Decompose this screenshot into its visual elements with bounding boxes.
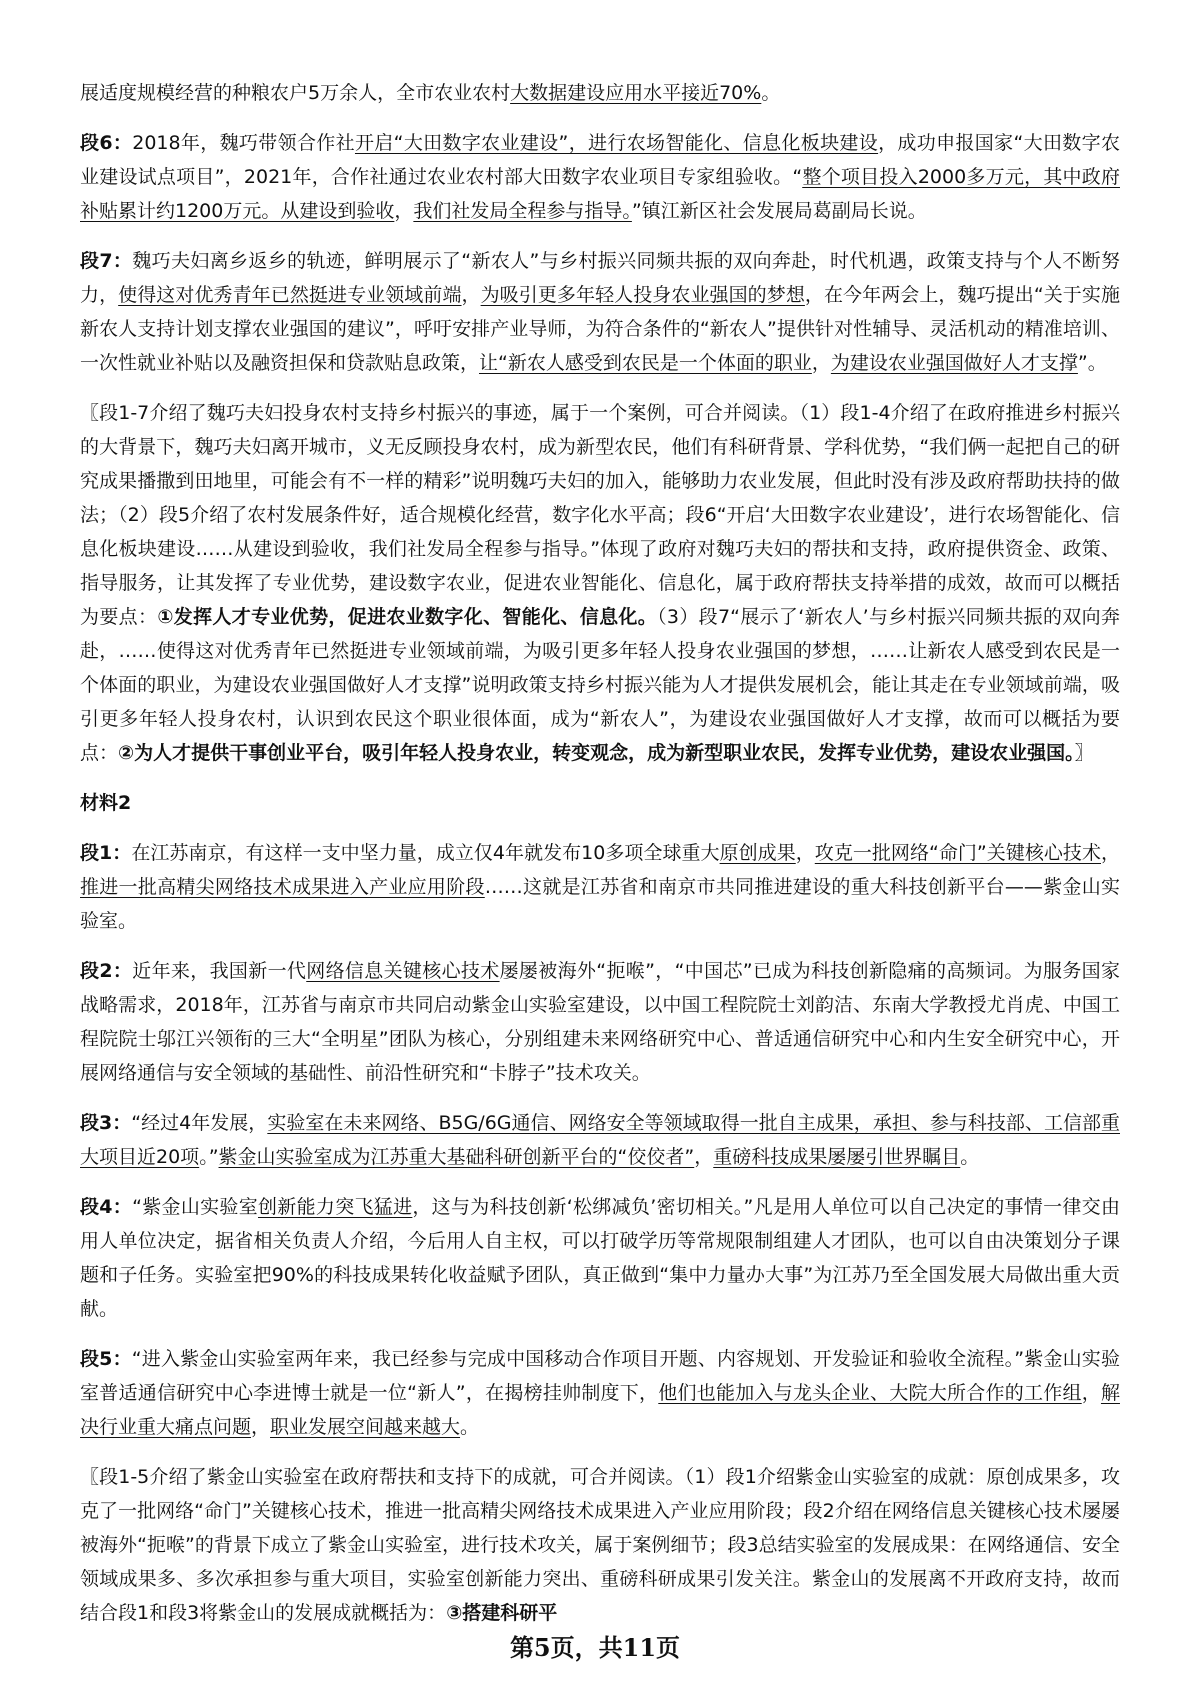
text: 在江苏南京，有这样一支中坚力量，成立仅4年就发布10多项全球重大: [131, 842, 720, 864]
text: “经过4年发展，: [131, 1112, 268, 1134]
key-point: ②为人才提供干事创业平台，吸引年轻人投身农业，转变观念，成为新型职业农民，发挥专业优势，建设农业强国。: [118, 742, 1075, 764]
text: “进入紫金山实验室两年来，我已经参与完成中国移动合作项目开题、内容规划、开发验证和验收全流程。”紫金山实验室普适通信研究中心李进博士就是一位“新人”，在揭榜挂帅制度下，: [80, 1348, 1120, 1404]
text: ，: [1081, 1382, 1101, 1404]
paragraph-continuation: [80, 76, 1120, 110]
text: （3）段7“展示了‘新农人’与乡村振兴同频共振的双向奔赴，……使得这对优秀青年已然挺进专业领域前端，为吸引更多年轻人投身农业强国的梦想，……让新农人感受到农民是一个体面的职业，为建设农业强国做好人才支撑”说明政策支持乡村振兴能为人才提供发展机会，能让其走在专业领域前端，吸引更多年轻人投身农村，认识到农民这个职业很体面，成为“新农人”，为建设农业强国做好人才支撑，故而可以概括为要点：: [80, 606, 1120, 764]
text: ”镇江新区社会发展局葛副局长说。: [631, 200, 927, 222]
material2-paragraph-3: [80, 1106, 1120, 1174]
text: ”。: [1077, 352, 1107, 374]
underlined-text: 开启“大田数字农业建设”，进行农场智能化、信息化板块建设: [354, 132, 879, 154]
paragraph-label: 段6：: [80, 132, 133, 154]
document-page: [80, 76, 1120, 1646]
paragraph-label: 段1：: [80, 842, 132, 864]
text: ，: [251, 1416, 271, 1438]
paragraph-7: [80, 244, 1120, 380]
paragraph-label: 段7：: [80, 250, 133, 272]
underlined-text: 推进一批高精尖网络技术成果进入产业应用阶段: [80, 876, 485, 898]
paragraph-label: 段5：: [80, 1348, 132, 1370]
underlined-text: 为吸引更多年轻人投身农业强国的梦想: [480, 284, 805, 306]
underlined-text: 紫金山实验室成为江苏重大基础科研创新平台的“佼佼者”: [218, 1146, 695, 1168]
underlined-text: 职业发展空间越来越大: [270, 1416, 461, 1438]
text: ，: [811, 352, 831, 374]
page-footer: 第5页，共11页: [509, 1633, 681, 1662]
text: ，: [1100, 842, 1120, 864]
key-point: ①发挥人才专业优势，促进农业数字化、智能化、信息化。: [157, 606, 658, 628]
text: 〗: [1074, 742, 1094, 764]
underlined-text: 整个项目投入2000多万元，其中政府补贴累计约1200万元。从建设到验收: [80, 166, 1120, 222]
material2-paragraph-2: [80, 954, 1120, 1090]
underlined-text: 让“新农人感受到农民是一个体面的职业: [479, 352, 812, 374]
underlined-text: 网络信息关键核心技术: [306, 960, 500, 982]
text: 。”: [199, 1146, 219, 1168]
underlined-text: 他们也能加入与龙头企业、大院大所合作的工作组: [658, 1382, 1082, 1404]
underlined-text: 使得这对优秀青年已然挺进专业领域前端: [118, 284, 462, 306]
underlined-text: 为建设农业强国做好人才支撑: [830, 352, 1078, 374]
underlined-text: 原创成果: [719, 842, 796, 864]
text: ，: [394, 200, 414, 222]
underlined-text: 重磅科技成果屡屡引世界瞩目: [713, 1146, 961, 1168]
analysis-block-2: [80, 1460, 1120, 1630]
text: 。: [960, 1146, 980, 1168]
text: 展适度规模经营的种粮农户5万余人，全市农业农村: [80, 82, 511, 104]
text: ，: [461, 284, 481, 306]
paragraph-6: [80, 126, 1120, 228]
text: 〖段1-5介绍了紫金山实验室在政府帮扶和支持下的成就，可合并阅读。（1）段1介绍紫金山实验室的成就：原创成果多，攻克了一批网络“命门”关键核心技术，推进一批高精尖网络技术成果进入产业应用阶段；段2介绍在网络信息关键核心技术屡屡被海外“扼喉”的背景下成立了紫金山实验室，进行技术攻关，属于案例细节；段3总结实验室的发展成果：在网络通信、安全领域成果多、多次承担参与重大项目，实验室创新能力突出、重磅科研成果引发关注。紫金山的发展离不开政府支持，故而结合段1和段3将紫金山的发展成就概括为：: [80, 1466, 1120, 1624]
underlined-text: 实验室在未来网络、B5G/6G通信、网络安全等领域取得一批自主成果，承担、参与科技部、工信部重大项目近20项: [80, 1112, 1120, 1168]
material2-paragraph-4: [80, 1190, 1120, 1326]
text: ……这就是江苏省和南京市共同推进建设的重大科技创新平台——紫金山实验室。: [80, 876, 1120, 932]
text: 近年来，我国新一代: [132, 960, 307, 982]
paragraph-label: 段3：: [80, 1112, 132, 1134]
underlined-text: 我们社发局全程参与指导。: [413, 200, 632, 222]
text: ，在今年两会上，魏巧提出“关于实施新农人支持计划支撑农业强国的建议”，呼吁安排产业导师，为符合条件的“新农人”提供针对性辅导、灵活机动的精准培训、一次性就业补贴以及融资担保和贷款贴息政策，: [80, 284, 1120, 374]
text: 屡屡被海外“扼喉”，“中国芯”已成为科技创新隐痛的高频词。为服务国家战略需求，2018年，江苏省与南京市共同启动紫金山实验室建设，以中国工程院院士刘韵洁、东南大学教授尤肖虎、中国工程院院士邬江兴领衔的三大“全明星”团队为核心，分别组建未来网络研究中心、普适通信研究中心和内生安全研究中心，开展网络通信与安全领域的基础性、前沿性研究和“卡脖子”技术攻关。: [80, 960, 1120, 1084]
material2-paragraph-5: [80, 1342, 1120, 1444]
text: ，: [795, 842, 815, 864]
text: 。: [460, 1416, 480, 1438]
text: 2018年，魏巧带领合作社: [132, 132, 355, 154]
text: “紫金山实验室: [132, 1196, 259, 1218]
paragraph-label: 段2：: [80, 960, 133, 982]
text: 〖段1-7介绍了魏巧夫妇投身农村支持乡村振兴的事迹，属于一个案例，可合并阅读。（1）段1-4介绍了在政府推进乡村振兴的大背景下，魏巧夫妇离开城市，义无反顾投身农村，成为新型农民，他们有科研背景、学科优势，“我们俩一起把自己的研究成果播撒到田地里，可能会有不一样的精彩”说明魏巧夫妇的加入，能够助力农业发展，但此时没有涉及政府帮助扶持的做法；（2）段5介绍了农村发展条件好，适合规模化经营，数字化水平高；段6“开启‘大田数字农业建设’，进行农场智能化、信息化板块建设……从建设到验收，我们社发局全程参与指导。”体现了政府对魏巧夫妇的帮扶和支持，政府提供资金、政策、指导服务，让其发挥了专业优势，建设数字农业，促进农业智能化、信息化，属于政府帮扶支持举措的成效，故而可以概括为要点：: [80, 402, 1120, 628]
section-heading: 材料2: [80, 792, 132, 814]
analysis-block-1: [80, 396, 1120, 770]
underlined-text: 攻克一批网络“命门”关键核心技术: [814, 842, 1101, 864]
text: ，: [694, 1146, 714, 1168]
material2-paragraph-1: [80, 836, 1120, 938]
key-point: ③搭建科研平: [446, 1602, 558, 1624]
underlined-text: 解决行业重大痛点问题: [80, 1382, 1120, 1438]
text: 魏巧夫妇离乡返乡的轨迹，鲜明展示了“新农人”与乡村振兴同频共振的双向奔赴，时代机遇，政策支持与个人不断努力，: [80, 250, 1120, 306]
text: ，成功申报国家“大田数字农业建设试点项目”，2021年，合作社通过农业农村部大田数字农业项目专家组验收。“: [80, 132, 1120, 188]
text: 。: [761, 82, 781, 104]
paragraph-label: 段4：: [80, 1196, 133, 1218]
underlined-text: 创新能力突飞猛进: [258, 1196, 413, 1218]
underlined-text: 大数据建设应用水平接近70%: [510, 82, 762, 104]
text: ，这与为科技创新‘松绑减负’密切相关。”凡是用人单位可以自己决定的事情一律交由用人单位决定，据省相关负责人介绍，今后用人自主权，可以打破学历等常规限制组建人才团队，也可以自由决策划分子课题和子任务。实验室把90%的科技成果转化收益赋予团队，真正做到“集中力量办大事”为江苏乃至全国发展大局做出重大贡献。: [80, 1196, 1120, 1320]
